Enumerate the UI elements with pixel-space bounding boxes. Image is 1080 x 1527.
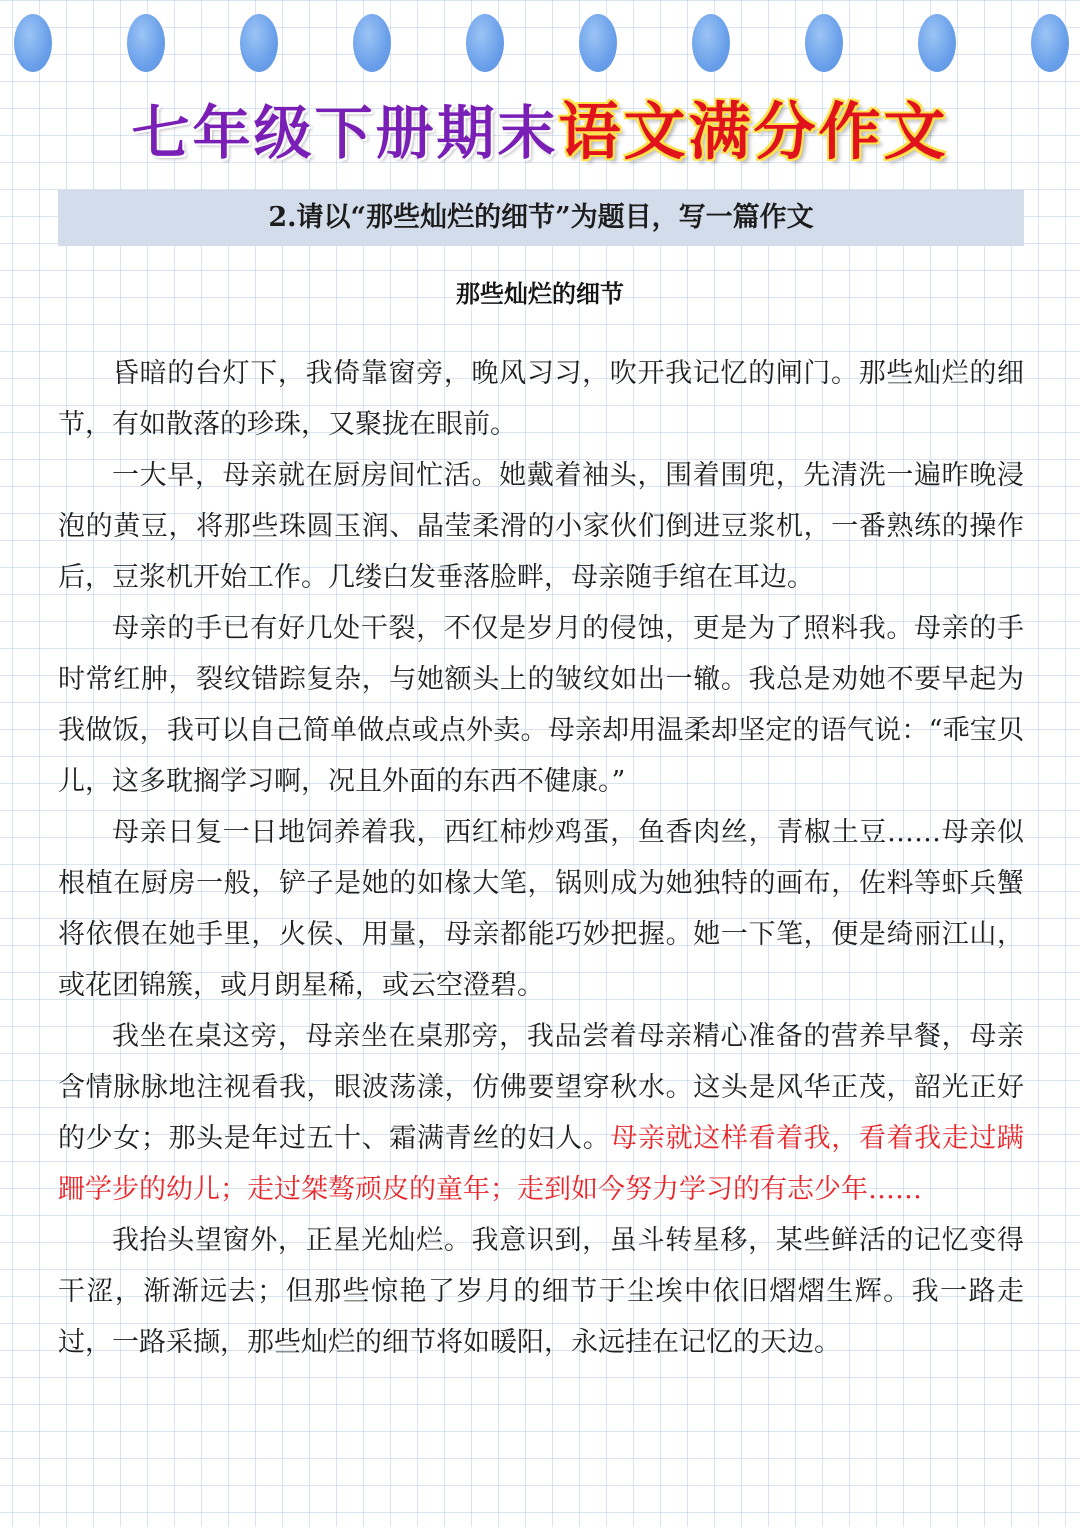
essay-paragraph-6: 我抬头望窗外，正星光灿烂。我意识到，虽斗转星移，某些鲜活的记忆变得干涩，渐渐远去；但那些惊艳了岁月的细节于尘埃中依旧熠熠生辉。我一路走过，一路采撷，那些灿烂的细节将如暖阳，永远挂在记忆的天边。 — [58, 1225, 1024, 1358]
essay-paragraph-3: 母亲的手已有好几处干裂，不仅是岁月的侵蚀，更是为了照料我。母亲的手时常红肿，裂纹错踪复杂，与她额头上的皱纹如出一辙。我总是劝她不要早起为我做饭，我可以自己简单做点或点外卖。母亲却用温柔却坚定的语气说：“乖宝贝儿，这多耽搁学习啊，况且外面的东西不健康。” — [58, 613, 1024, 797]
binding-ring — [14, 14, 52, 72]
binding-ring — [918, 14, 956, 72]
page-title — [0, 92, 1080, 173]
essay-paragraph-1: 昏暗的台灯下，我倚靠窗旁，晚风习习，吹开我记忆的闸门。那些灿烂的细节，有如散落的珍珠，又聚拢在眼前。 — [58, 358, 1024, 440]
essay-paragraph-5 — [58, 1011, 1024, 1215]
notebook-binding-rings — [0, 14, 1080, 84]
binding-ring — [1031, 14, 1069, 72]
essay-paragraph-4: 母亲日复一日地饲养着我，西红柿炒鸡蛋，鱼香肉丝，青椒土豆……母亲似根植在厨房一般，铲子是她的如椽大笔，锅则成为她独特的画布，佐料等虾兵蟹将依偎在她手里，火侯、用量，母亲都能巧妙把握。她一下笔，便是绮丽江山，或花团锦簇，或月朗星稀，或云空澄碧。 — [58, 817, 1024, 1001]
binding-ring — [466, 14, 504, 72]
essay-prompt: 2.请以“那些灿烂的细节”为题目，写一篇作文 — [58, 190, 1024, 246]
binding-ring — [127, 14, 165, 72]
page-title-subject: 语文满分作文 — [558, 95, 949, 168]
essay-paragraph-5-text: 我坐在桌这旁，母亲坐在桌那旁，我品尝着母亲精心准备的营养早餐，母亲含情脉脉地注视看我，眼波荡漾，仿佛要望穿秋水。这头是风华正茂，韶光正好的少女；那头是年过五十、霜满青丝的妇人。 — [58, 1021, 1024, 1154]
binding-ring — [692, 14, 730, 72]
binding-ring — [240, 14, 278, 72]
binding-ring — [579, 14, 617, 72]
page-title-grade: 七年级下册期末 — [131, 99, 559, 167]
essay-highlight-text: 母亲就这样看着我，看着我走过蹒跚学步的幼儿；走过桀骜顽皮的童年；走到如今努力学习的有志少年…… — [58, 1123, 1025, 1205]
binding-ring — [805, 14, 843, 72]
binding-ring — [353, 14, 391, 72]
essay-paragraph-2: 一大早，母亲就在厨房间忙活。她戴着袖头，围着围兜，先清洗一遍昨晚浸泡的黄豆，将那些珠圆玉润、晶莹柔滑的小家伙们倒进豆浆机，一番熟练的操作后，豆浆机开始工作。几缕白发垂落脸畔，母亲随手绾在耳边。 — [58, 460, 1024, 593]
essay-body — [58, 348, 1024, 1368]
essay-title: 那些灿烂的细节 — [456, 279, 624, 308]
